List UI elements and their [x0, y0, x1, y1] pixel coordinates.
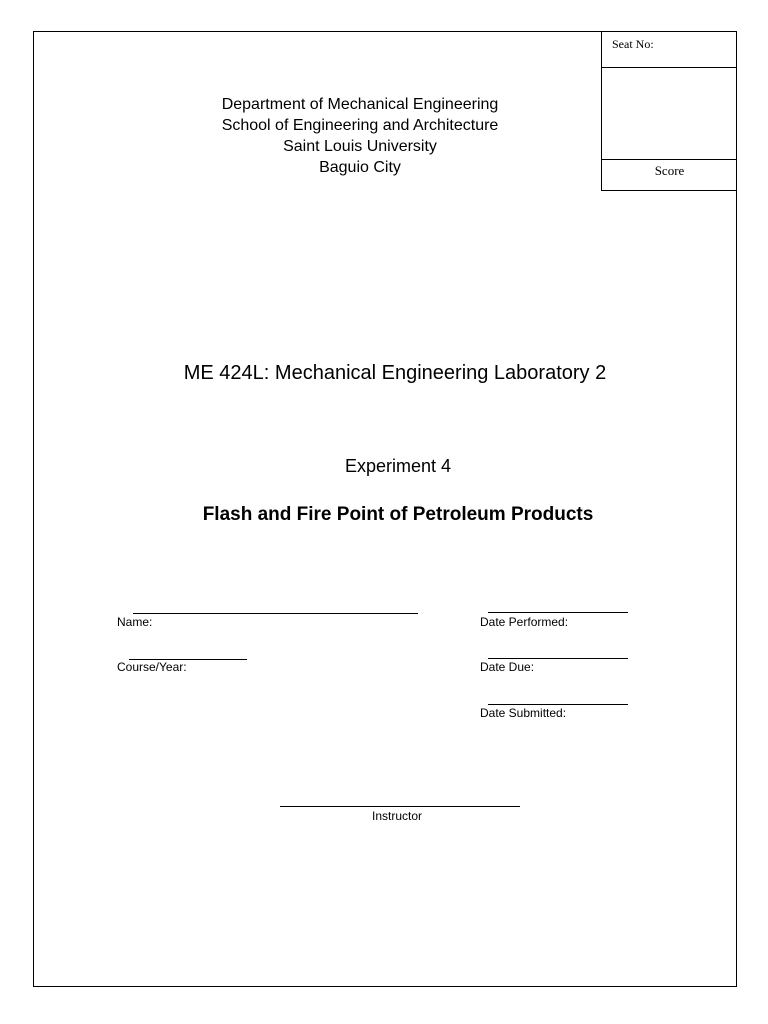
instructor-line[interactable]	[280, 806, 520, 807]
institution-header	[180, 94, 540, 178]
date-performed-label: Date Performed:	[480, 615, 569, 629]
experiment-number: Experiment 4	[344, 456, 452, 476]
seat-no-label: Seat No:	[602, 31, 737, 68]
course-year-label: Course/Year:	[117, 660, 187, 674]
score-label: Score	[602, 159, 737, 190]
name-label: Name:	[117, 615, 153, 629]
school-name: School of Engineering and Architecture	[221, 117, 499, 134]
date-performed-line[interactable]	[488, 612, 628, 613]
instructor-label: Instructor	[372, 809, 423, 823]
university-name: Saint Louis University	[283, 138, 437, 155]
experiment-title: Flash and Fire Point of Petroleum Products	[202, 504, 594, 525]
seat-score-box	[601, 31, 737, 191]
department-name: Department of Mechanical Engineering	[221, 96, 499, 113]
date-submitted-label: Date Submitted:	[480, 706, 567, 720]
city-name: Baguio City	[319, 159, 401, 176]
date-submitted-line[interactable]	[488, 704, 628, 705]
date-due-label: Date Due:	[480, 660, 535, 674]
date-due-line[interactable]	[488, 658, 628, 659]
course-title: ME 424L: Mechanical Engineering Laboratory 2	[183, 362, 607, 384]
name-line[interactable]	[133, 613, 418, 614]
